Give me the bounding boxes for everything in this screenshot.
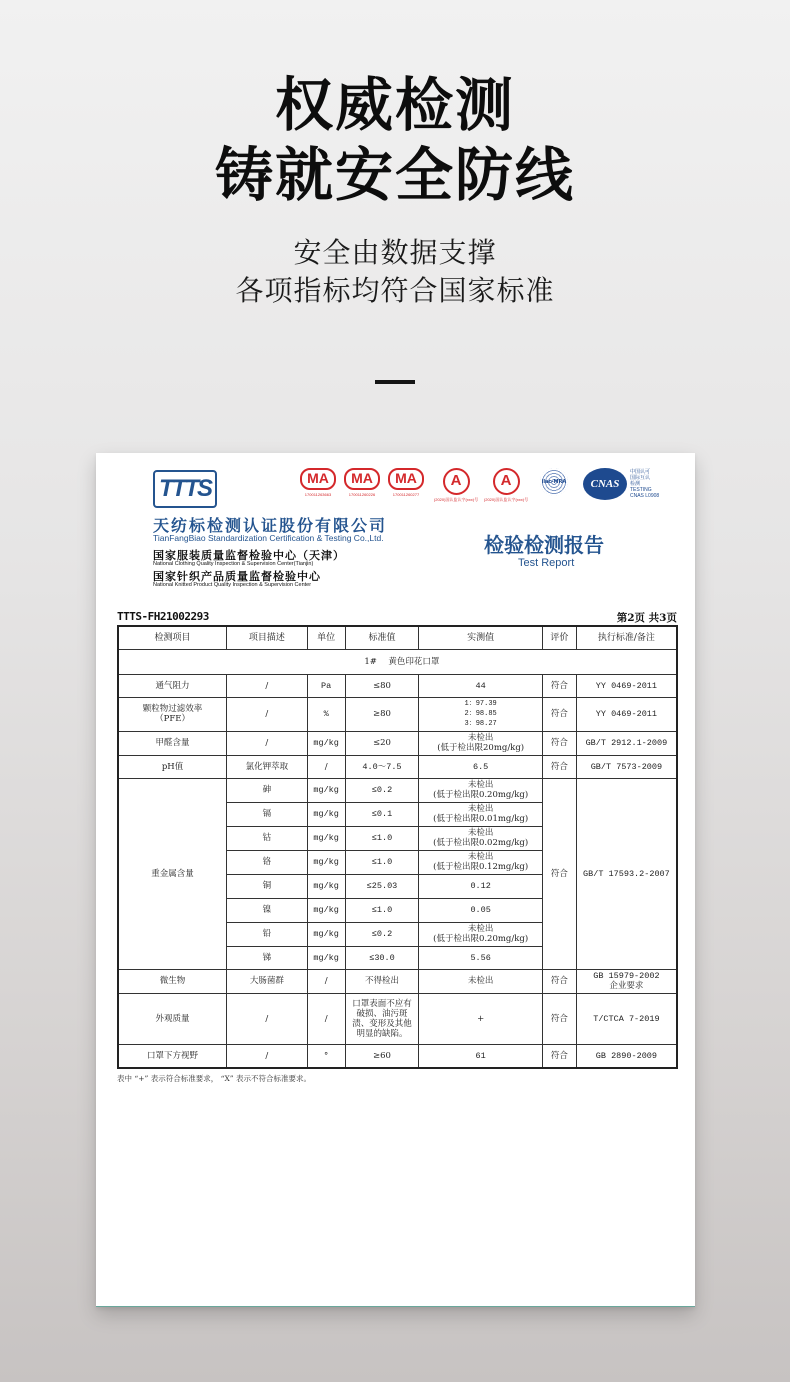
cell-ref: GB/T 2912.1-2009 [576, 731, 677, 755]
cell-result [419, 731, 543, 755]
cell-desc: / [227, 1044, 308, 1068]
result-line: (低于检出限20mg/kg) [437, 743, 525, 753]
col-header: 项目描述 [227, 626, 308, 649]
result-line: 2：98.85 [464, 710, 497, 718]
table-row [118, 778, 677, 802]
cell-ref [576, 969, 677, 993]
std-line: 破损、油污斑 [356, 1008, 408, 1019]
hero-title-line2: 铸就安全防线 [214, 141, 575, 209]
cma-number: 170011263663 [304, 492, 332, 497]
result-line: 未检出 [467, 828, 494, 838]
cal-badge-2 [483, 468, 529, 503]
cell-eval: 符合 [542, 969, 576, 993]
cell-item: 外观质量 [118, 993, 227, 1044]
company-name-cn: 天纺标检测认证股份有限公司 [153, 516, 388, 535]
cma-badge-1 [299, 468, 337, 497]
cell-unit: mg/kg [307, 731, 345, 755]
cell-desc: 铅 [227, 922, 308, 946]
result-line: (低于检出限0.02mg/kg) [433, 838, 529, 848]
result-line: 未检出 [467, 924, 494, 934]
cell-unit: mg/kg [307, 898, 345, 922]
cell-ref: GB/T 7573-2009 [576, 755, 677, 778]
cell-std [345, 993, 419, 1044]
cell-desc: / [227, 674, 308, 697]
cell-unit: mg/kg [307, 922, 345, 946]
cell-eval: 符合 [542, 731, 576, 755]
company-name-en: TianFangBiao Standardization Certification & Testing Co.,Ltd. [153, 533, 384, 543]
ttts-logo: TTTS [153, 470, 217, 508]
table-row [118, 969, 677, 993]
cell-ref: GB 2890-2009 [576, 1044, 677, 1068]
cnas-caption [630, 469, 659, 499]
section-divider [375, 380, 415, 384]
cell-item: pH值 [118, 755, 227, 778]
cell-item: 微生物 [118, 969, 227, 993]
cell-item: 通气阻力 [118, 674, 227, 697]
result-line: 3：98.27 [464, 720, 497, 728]
cell-unit: % [307, 697, 345, 731]
cell-desc: / [227, 697, 308, 731]
cell-result: + [419, 993, 543, 1044]
table-row [118, 674, 677, 697]
cell-result [419, 922, 543, 946]
item-line: 颗粒物过滤效率 [142, 704, 203, 714]
cell-item: 口罩下方视野 [118, 1044, 227, 1068]
result-line: (低于检出限0.01mg/kg) [433, 814, 529, 824]
cnas-line: CNAS L0908 [630, 493, 660, 499]
cell-item: 甲醛含量 [118, 731, 227, 755]
cma-number: 170011260277 [392, 492, 420, 497]
cell-unit: Pa [307, 674, 345, 697]
cell-unit: mg/kg [307, 946, 345, 969]
cell-std: ≤20 [345, 731, 419, 755]
cell-std: ≤1.0 [345, 826, 419, 850]
test-report-document [96, 453, 695, 1307]
cma-icon: MA [344, 468, 380, 490]
cell-eval: 符合 [542, 674, 576, 697]
col-header: 评价 [542, 626, 576, 649]
cell-result [419, 802, 543, 826]
cell-result: 未检出 [419, 969, 543, 993]
cell-result [419, 778, 543, 802]
result-line: 未检出 [467, 780, 494, 790]
ilac-badge [535, 468, 573, 496]
cell-desc: 大肠菌群 [227, 969, 308, 993]
item-line: （PFE） [155, 714, 190, 724]
sample-row [118, 649, 677, 674]
std-line: 口罩表面不应有 [352, 998, 412, 1009]
cell-eval: 符合 [542, 755, 576, 778]
result-line: (低于检出限0.20mg/kg) [433, 790, 529, 800]
cma-icon: MA [388, 468, 424, 490]
result-line: 1：97.39 [464, 700, 497, 708]
table-row [118, 697, 677, 731]
cell-result: 44 [419, 674, 543, 697]
certification-badges [299, 468, 659, 503]
report-title-cn: 检验检测报告 [484, 533, 604, 557]
cell-std: ≤0.1 [345, 802, 419, 826]
cell-desc: 铜 [227, 874, 308, 898]
cma-icon: MA [300, 468, 336, 490]
hero-title-line1: 权威检测 [274, 71, 515, 139]
center2-name-en: National Knitted Product Quality Inspection & Supervision Center [153, 582, 312, 588]
cell-unit: mg/kg [307, 778, 345, 802]
cal-number: (2020)国认监认字(xxx)号 [433, 497, 479, 502]
cal-number: (2020)国认监认字(xxx)号 [483, 497, 529, 502]
result-line: (低于检出限0.12mg/kg) [433, 862, 529, 872]
cal-badge-1 [433, 468, 479, 503]
cell-result [419, 826, 543, 850]
center1-name-en: National Clothing Quality Inspection & Supervision Center(Tianjin) [153, 561, 314, 567]
col-header: 标准值 [345, 626, 419, 649]
cell-unit: mg/kg [307, 802, 345, 826]
cell-desc: / [227, 731, 308, 755]
page-info: 第2页 共3页 [616, 612, 677, 624]
cell-unit: mg/kg [307, 826, 345, 850]
result-line: 未检出 [467, 852, 494, 862]
cell-unit: mg/kg [307, 874, 345, 898]
cell-ref: GB/T 17593.2-2007 [576, 778, 677, 969]
cell-desc: 镍 [227, 898, 308, 922]
col-header: 执行标准/备注 [576, 626, 677, 649]
cell-desc: 钴 [227, 826, 308, 850]
table-row [118, 1044, 677, 1068]
cnas-badge [583, 468, 659, 500]
cell-unit: ° [307, 1044, 345, 1068]
cell-result: 5.56 [419, 946, 543, 969]
cell-ref: YY 0469-2011 [576, 674, 677, 697]
cell-eval: 符合 [542, 993, 576, 1044]
cell-desc: 锑 [227, 946, 308, 969]
cell-desc: 铬 [227, 850, 308, 874]
cell-std: ≤0.2 [345, 922, 419, 946]
cal-icon: A [493, 468, 520, 495]
cma-number: 170011260226 [348, 492, 376, 497]
cell-eval: 符合 [542, 778, 576, 969]
table-row [118, 755, 677, 778]
ilac-mra-icon: ilac-MRA [540, 468, 568, 496]
cell-desc: 氯化钾萃取 [227, 755, 308, 778]
cnas-line: 中国认可 [630, 469, 651, 475]
cell-unit: / [307, 755, 345, 778]
cell-result: 0.05 [419, 898, 543, 922]
hero-subtitle-line2: 各项指标均符合国家标准 [235, 274, 555, 307]
result-line: (低于检出限0.20mg/kg) [433, 934, 529, 944]
sample-name: 黄色印花口罩 [388, 656, 440, 667]
result-line: 未检出 [467, 804, 494, 814]
cell-item: 重金属含量 [118, 778, 227, 969]
cell-std: ≤1.0 [345, 898, 419, 922]
report-number: TTTS-FH21002293 [117, 610, 209, 623]
center1-name-cn: 国家服装质量监督检验中心（天津） [153, 549, 345, 562]
cell-std: ≤0.2 [345, 778, 419, 802]
std-line: 明显的缺陷。 [356, 1028, 408, 1039]
cnas-icon: CNAS [583, 468, 627, 500]
cell-std: ≥80 [345, 697, 419, 731]
ref-line: 企业要求 [609, 981, 644, 991]
cma-badge-3 [387, 468, 425, 497]
cell-unit: / [307, 969, 345, 993]
center2-name-cn: 国家针织产品质量监督检验中心 [153, 570, 321, 583]
cma-badge-2 [343, 468, 381, 497]
cell-eval: 符合 [542, 697, 576, 731]
col-header: 单位 [307, 626, 345, 649]
cnas-line: TESTING [630, 487, 652, 493]
cell-std: ≥60 [345, 1044, 419, 1068]
table-footnote: 表中 “+” 表示符合标准要求， “X” 表示不符合标准要求。 [117, 1074, 311, 1083]
cell-std: ≤25.03 [345, 874, 419, 898]
cell-result [419, 850, 543, 874]
table-row [118, 731, 677, 755]
table-row [118, 993, 677, 1044]
cell-ref: T/CTCA 7-2019 [576, 993, 677, 1044]
test-results-table [117, 625, 678, 1069]
col-header: 检测项目 [118, 626, 227, 649]
col-header: 实测值 [419, 626, 543, 649]
hero-subtitle-line1: 安全由数据支撑 [293, 236, 497, 269]
cell-desc: / [227, 993, 308, 1044]
cell-std: 不得检出 [345, 969, 419, 993]
cell-desc: 砷 [227, 778, 308, 802]
cell-result: 61 [419, 1044, 543, 1068]
cell-result: 0.12 [419, 874, 543, 898]
cell-eval: 符合 [542, 1044, 576, 1068]
cnas-line: 检测 [630, 481, 641, 487]
cell-item [118, 697, 227, 731]
cell-std: 4.0～7.5 [345, 755, 419, 778]
sample-id: 1# [364, 656, 377, 667]
cell-std: ≤1.0 [345, 850, 419, 874]
cell-std: ≤80 [345, 674, 419, 697]
result-line: 未检出 [467, 733, 494, 743]
cell-unit: mg/kg [307, 850, 345, 874]
table-header-row [118, 626, 677, 649]
ref-line: GB 15979-2002 [593, 971, 660, 981]
cell-desc: 镉 [227, 802, 308, 826]
cell-result: 6.5 [419, 755, 543, 778]
cal-icon: A [443, 468, 470, 495]
std-line: 渍、变形及其他 [352, 1018, 412, 1029]
cnas-line: 国际互认 [630, 475, 651, 481]
cell-ref: YY 0469-2011 [576, 697, 677, 731]
cell-std: ≤30.0 [345, 946, 419, 969]
cell-unit: / [307, 993, 345, 1044]
report-title-en: Test Report [518, 557, 575, 569]
cell-result [419, 697, 543, 731]
